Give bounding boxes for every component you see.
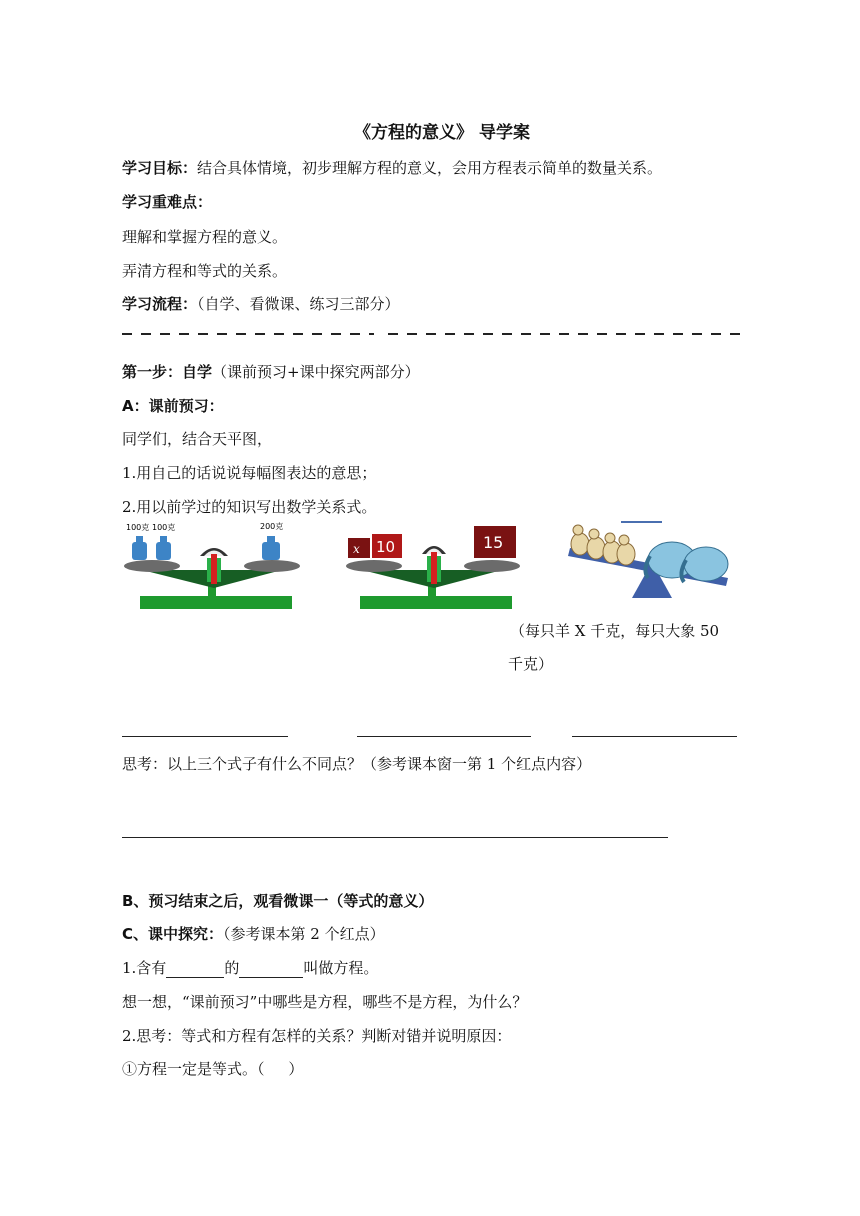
answer-line-3: [572, 736, 737, 737]
figure-note-line-2: 千克）: [508, 655, 554, 673]
question-2-item-1: ①方程一定是等式。（ ）: [122, 1060, 304, 1078]
learning-flow: [122, 293, 400, 314]
key-point-2: 弄清方程和等式的关系。: [122, 262, 288, 280]
page-title: 《方程的意义》 导学案: [354, 123, 530, 143]
key-point-1: 理解和掌握方程的意义。: [122, 228, 288, 246]
seesaw-animals-figure: [566, 516, 736, 606]
q1-middle: 的: [224, 959, 240, 977]
think-question: 思考：以上三个式子有什么不同点？（参考课本窗一第 1 个红点内容）: [122, 755, 592, 773]
answer-line-1: [122, 736, 288, 737]
section-b-heading: B、预习结束之后，观看微课一（等式的意义）: [122, 892, 434, 910]
section-c-label: C、课中探究：: [122, 925, 224, 943]
preview-line-3: 2.用以前学过的知识写出数学关系式。: [122, 498, 377, 516]
q1-prefix: 1.含有: [122, 959, 167, 977]
preview-line-2: 1.用自己的话说说每幅图表达的意思；: [122, 464, 377, 482]
preview-line-1: 同学们，结合天平图，: [122, 430, 273, 448]
step1-heading: [122, 361, 420, 382]
think-answer-line: [122, 837, 668, 838]
figure-note-line-1: （每只羊 X 千克，每只大象 50: [510, 622, 720, 640]
section-c-text: （参考课本第 2 个红点）: [223, 925, 385, 943]
weight-label-1: 100克: [126, 523, 150, 532]
flow-label: 学习流程：: [122, 295, 198, 313]
answer-line-2: [357, 736, 531, 737]
dashed-separator: [122, 324, 742, 344]
weight-label-3: 200克: [260, 522, 284, 531]
box-label-10: 10: [376, 538, 396, 556]
flow-text: （自学、看微课、练习三部分）: [197, 295, 400, 313]
box-label-15: 15: [483, 533, 504, 552]
q1-blank-1: [166, 959, 224, 978]
section-c-heading: [122, 923, 385, 944]
question-1: [122, 957, 378, 978]
goal-label: 学习目标：: [122, 159, 198, 177]
balance-boxes-figure: [342, 520, 522, 612]
q1-blank-2: [239, 959, 303, 978]
step1-label: 第一步：自学: [122, 363, 213, 381]
step1-text: （课前预习+课中探究两部分）: [212, 363, 420, 381]
key-points-label: 学习重难点：: [122, 193, 213, 211]
box-label-x: x: [353, 542, 360, 556]
learning-goal: [122, 157, 662, 178]
question-1-followup: 想一想，“课前预习”中哪些是方程，哪些不是方程，为什么？: [122, 993, 528, 1011]
weight-label-2: 100克: [152, 523, 176, 532]
preview-heading: A：课前预习：: [122, 397, 224, 415]
question-2: 2.思考：等式和方程有怎样的关系？判断对错并说明原因：: [122, 1027, 512, 1045]
q1-suffix: 叫做方程。: [303, 959, 379, 977]
balance-weights-figure: [122, 518, 302, 613]
goal-text: 结合具体情境，初步理解方程的意义，会用方程表示简单的数量关系。: [197, 159, 663, 177]
